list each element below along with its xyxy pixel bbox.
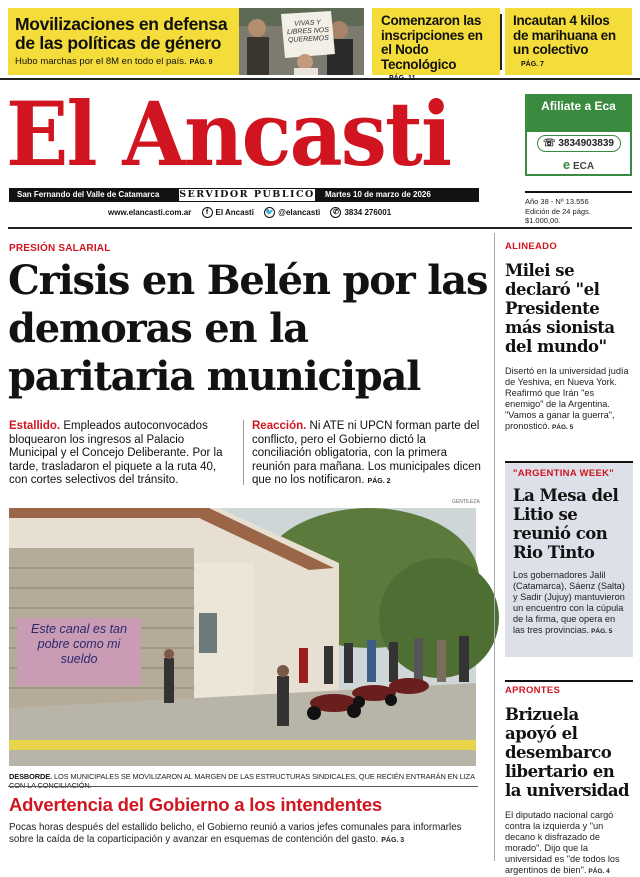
lead-summary-right: Reacción. Ni ATE ni UPCN forman parte del conflicto, pero el Gobierno dictó la conciliación obligatoria, con la primera reunión para mañana. Los municipales dicen que no los notificaron. PÁG. 2 [252,420,481,486]
story-kicker: "ARGENTINA WEEK" [513,468,615,479]
page-ref: PÁG. 11 [389,75,416,82]
whatsapp-icon: ☏ [543,138,559,149]
photo-sign-text: VIVAS Y LIBRES NOS QUEREMOS [286,19,330,45]
story-kicker: ALINEADO [505,241,558,252]
story-text: El diputado nacional cargó contra la izquierda y "un decano k disfrazado de morado". Dijo que la universidad es "de todos los argentinos de bien". PÁG. 4 [505,810,620,875]
teaser-second[interactable] [372,8,500,82]
twitter-icon: 🐦 [265,209,275,217]
eca-logo: e ECA [562,157,595,172]
page-ref: PÁG. 7 [521,60,544,68]
page-ref: PÁG. 9 [189,59,213,66]
teaser-photo[interactable] [239,8,364,75]
teaser-second-title[interactable]: Comenzaron las inscripciones en el Nodo Tecnológico [381,13,483,72]
facebook-link[interactable]: f El Ancasti [202,206,254,220]
location-label: San Fernando del Valle de Catamarca [9,188,179,202]
divider [500,14,502,70]
promo-phone[interactable]: ☏ 3834903839 [537,135,621,152]
phone-contact[interactable]: ✆ 3834 276001 [330,206,391,220]
story-text: Los gobernadores Jalil (Catamarca), Sáenz (Salta) y Sadir (Jujuy) mantuvieron un encuentro con la cúpula de la firma, que opera en las tres provincias. PÁG. 5 [513,570,625,635]
story-text: Disertó en la universidad judía de Yeshiva, en Nueva York. Reafirmó que Irán "es enemigo" de la Argentina. "Vamos a ganar la guerra", pronosticó. PÁG. 5 [505,366,629,431]
divider [8,227,632,229]
website-link[interactable]: www.elancasti.com.ar [108,208,192,217]
twitter-link[interactable]: 🐦 @elancasti [265,208,321,217]
teaser-main-text: Hubo marchas por el 8M en todo el país. PÁG. 9 [15,56,213,67]
page-ref: PÁG. 5 [591,628,613,635]
newspaper-logo[interactable]: El Ancasti [6,82,451,186]
motto: SERVIDOR PÚBLICO [179,189,315,200]
eca-mark-icon: e [562,157,571,172]
page-ref: PÁG. 4 [588,868,610,875]
lead-headline[interactable]: Crisis en Belén por las demoras en la paritaria municipal [8,257,488,400]
divider [8,786,478,787]
photo-credit: GENTILEZA [452,499,480,505]
divider [243,420,244,485]
page-ref: PÁG. 5 [551,424,574,431]
story-headline[interactable]: La Mesa del Litio se reunió con Rio Tinto [513,486,619,562]
right-story-1 [505,241,633,433]
teaser-main-title[interactable]: Movilizaciones en defensa de las políticas de género [15,14,228,53]
story-headline[interactable]: Brizuela apoyó el desembarco libertario en la universidad [505,705,630,800]
facebook-icon: f [202,207,213,218]
contact-line [108,206,399,220]
story-headline[interactable]: Milei se declaró "el Presidente más sionista del mundo" [505,261,615,356]
page-ref: PÁG. 3 [381,837,405,844]
divider [494,233,495,861]
teaser-main[interactable] [8,8,239,75]
story-kicker: APRONTES [505,685,561,696]
secondary-text: Pocas horas después del estallido belicho, el Gobierno reunió a varios jefes comunales para informarles sobre la caída de la coparticipación y avanzar en esquemas de contención del gasto. PÁG. 3 [9,822,462,845]
teaser-third[interactable] [505,8,632,75]
promo-title: Afiliate a Eca [527,96,630,132]
phone-icon: ✆ [330,207,341,218]
masthead [0,82,640,227]
lead-kicker: PRESIÓN SALARIAL [9,243,111,254]
right-story-2 [505,461,633,657]
page-ref: PÁG. 2 [367,478,391,485]
right-story-3 [505,680,633,877]
lead-photo[interactable] [9,508,476,766]
teaser-band [0,0,640,80]
masthead-bar [9,188,479,202]
edition-info: Año 38 - Nº 13.556 Edición de 24 págs. $1.000,00. [525,191,632,226]
lead-summary-left: Estallido. Empleados autoconvocados bloquearon los ingresos al Palacio Municipal y el Concejo Deliberante. Por la tarde, trasladaron el piquete a la ruta 40, con cortes selectivos del tránsito. [9,420,223,486]
protest-banner-text: Este canal es tan pobre como mi sueldo [31,622,127,666]
teaser-third-title[interactable]: Incautan 4 kilos de marihuana en un colectivo [513,13,616,57]
eca-promo[interactable] [525,94,632,176]
photo-caption: DESBORDE. LOS MUNICIPALES SE MOVILIZARON AL MARGEN DE LAS ESTRUCTURAS SINDICALES, QUE RECIÉN ENTRARÁN EN LIZA [9,772,475,781]
secondary-headline[interactable]: Advertencia del Gobierno a los intendentes [9,794,382,815]
issue-date: Martes 10 de marzo de 2026 [315,188,479,202]
